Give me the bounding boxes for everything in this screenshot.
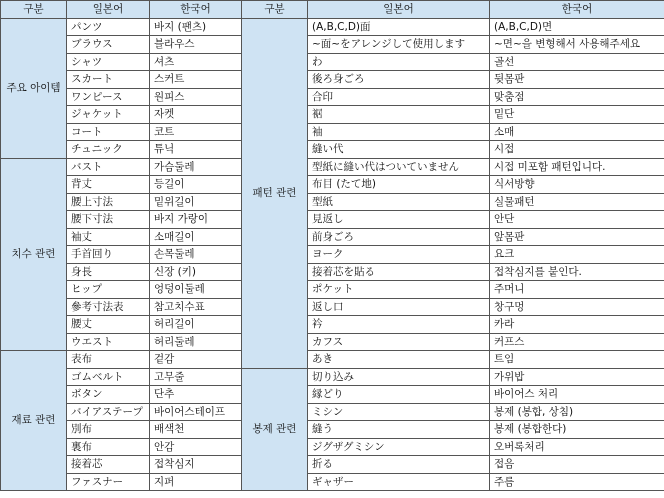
japanese-term-cell: 返し口 [308,298,490,316]
korean-term-cell: 지퍼 [150,473,242,491]
korean-term-cell: 자켓 [150,106,242,124]
category-cell: 치수 관련 [1,158,67,351]
korean-term-cell: 주름 [490,473,664,491]
japanese-term-cell: コート [67,123,150,141]
korean-term-cell: 튜닉 [150,141,242,159]
japanese-term-cell: バイアステープ [67,403,150,421]
header-row [1,1,242,19]
japanese-term-cell: わ [308,53,490,71]
header-japanese: 일본어 [67,1,150,19]
japanese-term-cell: チュニック [67,141,150,159]
japanese-term-cell: 縫う [308,421,490,439]
korean-term-cell: 바이어스 처리 [490,386,664,404]
korean-term-cell: 허리길이 [150,316,242,334]
japanese-term-cell: 前身ごろ [308,228,490,246]
korean-term-cell: 밑위길이 [150,193,242,211]
japanese-term-cell: ワンピース [67,88,150,106]
japanese-term-cell: 裾 [308,106,490,124]
korean-term-cell: 손목둘레 [150,246,242,264]
header-category: 구분 [242,1,308,19]
korean-term-cell: 겉감 [150,351,242,369]
japanese-term-cell: ゴムベルト [67,368,150,386]
category-cell: 패턴 관련 [242,18,308,368]
japanese-term-cell: ヒップ [67,281,150,299]
glossary-body-right [242,18,664,491]
korean-term-cell: 접착심지 [150,456,242,474]
korean-term-cell: 엉덩이둘레 [150,281,242,299]
japanese-term-cell: 型紙に縫い代はついていません [308,158,490,176]
japanese-term-cell: 折る [308,456,490,474]
korean-term-cell: 스커트 [150,71,242,89]
korean-term-cell: 허리둘레 [150,333,242,351]
japanese-term-cell: 身長 [67,263,150,281]
japanese-term-cell: 接着芯 [67,456,150,474]
japanese-term-cell: ポケット [308,281,490,299]
korean-term-cell: 안감 [150,438,242,456]
japanese-term-cell: (A,B,C,D)面 [308,18,490,36]
japanese-term-cell: ミシン [308,403,490,421]
korean-term-cell: 등길이 [150,176,242,194]
korean-term-cell: ~면~을 변형해서 사용해주세요 [490,36,664,54]
glossary-body-left [1,18,242,491]
table-row [242,368,664,386]
japanese-term-cell: 接着芯を貼る [308,263,490,281]
korean-term-cell: 카라 [490,316,664,334]
header-japanese: 일본어 [308,1,490,19]
korean-term-cell: 트임 [490,351,664,369]
japanese-term-cell: 後ろ身ごろ [308,71,490,89]
japanese-term-cell: 背丈 [67,176,150,194]
korean-term-cell: 가슴둘레 [150,158,242,176]
korean-term-cell: 시접 [490,141,664,159]
glossary-table-left [0,0,242,491]
korean-term-cell: 앞몸판 [490,228,664,246]
korean-term-cell: 블라우스 [150,36,242,54]
korean-term-cell: 고무줄 [150,368,242,386]
korean-term-cell: 커프스 [490,333,664,351]
japanese-term-cell: ウエスト [67,333,150,351]
korean-term-cell: 배색천 [150,421,242,439]
japanese-term-cell: ファスナー [67,473,150,491]
japanese-term-cell: ジャケット [67,106,150,124]
korean-term-cell: 시접 미포함 패턴입니다. [490,158,664,176]
table-row [1,158,242,176]
korean-term-cell: 참고치수표 [150,298,242,316]
korean-term-cell: 소매 [490,123,664,141]
japanese-term-cell: ~面~をアレンジして使用します [308,36,490,54]
korean-term-cell: 바이어스테이프 [150,403,242,421]
japanese-term-cell: 別布 [67,421,150,439]
table-row [1,351,242,369]
japanese-term-cell: 袖 [308,123,490,141]
header-category: 구분 [1,1,67,19]
korean-term-cell: 봉제 (봉합, 상침) [490,403,664,421]
japanese-term-cell: ヨーク [308,246,490,264]
japanese-term-cell: 腰丈 [67,316,150,334]
korean-term-cell: 오버록처리 [490,438,664,456]
japanese-term-cell: 縫い代 [308,141,490,159]
header-korean: 한국어 [150,1,242,19]
korean-term-cell: 단추 [150,386,242,404]
japanese-term-cell: 合印 [308,88,490,106]
korean-term-cell: 요크 [490,246,664,264]
table-row [1,18,242,36]
korean-term-cell: 가위밥 [490,368,664,386]
korean-term-cell: 창구멍 [490,298,664,316]
japanese-term-cell: 型紙 [308,193,490,211]
japanese-term-cell: カフス [308,333,490,351]
korean-term-cell: 소매길이 [150,228,242,246]
japanese-term-cell: 袖丈 [67,228,150,246]
japanese-term-cell: 腰上寸法 [67,193,150,211]
korean-term-cell: 셔츠 [150,53,242,71]
japanese-term-cell: 表布 [67,351,150,369]
japanese-term-cell: 參考寸法表 [67,298,150,316]
korean-term-cell: (A,B,C,D)면 [490,18,664,36]
japanese-term-cell: 腰下寸法 [67,211,150,229]
korean-term-cell: 밑단 [490,106,664,124]
japanese-term-cell: ギャザー [308,473,490,491]
category-cell: 봉제 관련 [242,368,308,491]
japanese-term-cell: ブラウス [67,36,150,54]
japanese-term-cell: スカート [67,71,150,89]
japanese-term-cell: 裏布 [67,438,150,456]
korean-term-cell: 맞춤점 [490,88,664,106]
korean-term-cell: 뒷몸판 [490,71,664,89]
category-cell: 주요 아이템 [1,18,67,158]
glossary-table-right [241,0,664,491]
japanese-term-cell: ボタン [67,386,150,404]
korean-term-cell: 안단 [490,211,664,229]
table-row [242,18,664,36]
korean-term-cell: 식서방향 [490,176,664,194]
japanese-term-cell: シャツ [67,53,150,71]
japanese-term-cell: 縁どり [308,386,490,404]
header-row [242,1,664,19]
japanese-term-cell: バスト [67,158,150,176]
japanese-term-cell: 布目 (たて地) [308,176,490,194]
japanese-term-cell: あき [308,351,490,369]
japanese-term-cell: 切り込み [308,368,490,386]
korean-term-cell: 골선 [490,53,664,71]
korean-term-cell: 봉제 (봉합한다) [490,421,664,439]
header-korean: 한국어 [490,1,664,19]
korean-term-cell: 바지 (팬츠) [150,18,242,36]
japanese-term-cell: 衿 [308,316,490,334]
korean-term-cell: 신장 (키) [150,263,242,281]
korean-term-cell: 코트 [150,123,242,141]
japanese-term-cell: 見返し [308,211,490,229]
korean-term-cell: 접착심지를 붙인다. [490,263,664,281]
japanese-term-cell: 手首回り [67,246,150,264]
korean-term-cell: 바지 가랑이 [150,211,242,229]
korean-term-cell: 원피스 [150,88,242,106]
japanese-term-cell: ジグザグミシン [308,438,490,456]
korean-term-cell: 주머니 [490,281,664,299]
category-cell: 재료 관련 [1,351,67,491]
korean-term-cell: 접음 [490,456,664,474]
korean-term-cell: 실물패턴 [490,193,664,211]
japanese-term-cell: パンツ [67,18,150,36]
